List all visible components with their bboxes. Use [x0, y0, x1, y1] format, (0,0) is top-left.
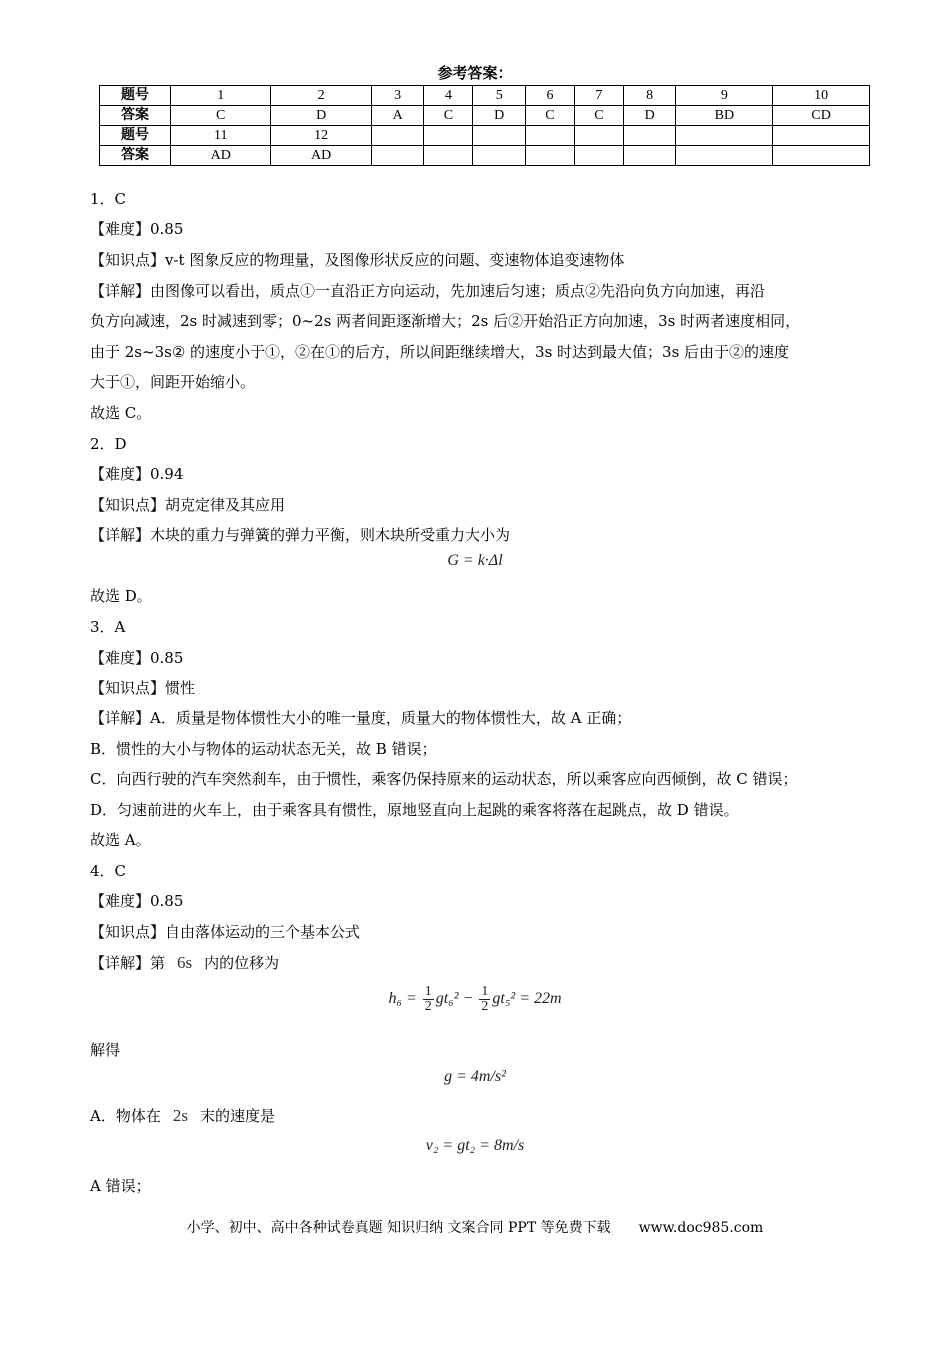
q1-conclusion: 故选 C。	[90, 404, 152, 422]
fraction-numerator: 1	[481, 984, 489, 999]
q3-knowledge: 【知识点】惯性	[90, 679, 196, 697]
q4-formula-displacement	[0, 985, 950, 1014]
table-row	[100, 86, 870, 106]
footer-text: 小学、初中、高中各种试卷真题 知识归纳 文案合同 PPT 等免费下载	[186, 1220, 611, 1236]
table-cell: C	[171, 106, 271, 126]
q1-detail: 【详解】由图像可以看出，质点①一直沿正方向运动，先加速后匀速；质点②先沿向负方向加速，再沿	[90, 282, 766, 300]
table-cell: 2	[271, 86, 371, 106]
q1-detail: 大于①，间距开始缩小。	[90, 373, 256, 391]
q1-detail: 负方向减速，2s 时减速到零；0~2s 两者间距逐渐增大；2s 后②开始沿正方向加速，3s 时两者速度相同，	[90, 312, 801, 330]
q4-heading: 4．C	[90, 862, 127, 880]
table-cell: 5	[473, 86, 526, 106]
q3-detail: D．匀速前进的火车上，由于乘客具有惯性，原地竖直向上起跳的乘客将落在起跳点，故 D 错误。	[90, 801, 739, 819]
table-cell: AD	[171, 146, 271, 166]
table-cell	[371, 126, 424, 146]
q4-knowledge: 【知识点】自由落体运动的三个基本公式	[90, 923, 361, 941]
page-footer	[0, 1217, 950, 1237]
table-cell: 7	[574, 86, 623, 106]
table-cell	[473, 126, 526, 146]
q3-detail: 【详解】A．质量是物体惯性大小的唯一量度，质量大的物体惯性大，故 A 正确；	[90, 709, 632, 727]
q4-detail-suffix: 内的位移为	[204, 954, 280, 972]
table-cell: 12	[271, 126, 371, 146]
table-cell	[773, 126, 870, 146]
table-cell: A	[371, 106, 424, 126]
q1-knowledge: 【知识点】v-t 图象反应的物理量，及图像形状反应的问题、变速物体追变速物体	[90, 251, 625, 269]
fraction	[479, 985, 490, 1014]
table-cell: 9	[676, 86, 773, 106]
q4-partA	[90, 1106, 275, 1126]
row-label: 答案	[100, 106, 171, 126]
table-cell: D	[271, 106, 371, 126]
fraction-numerator: 1	[424, 984, 432, 999]
q1-difficulty: 【难度】0.85	[90, 220, 184, 238]
table-cell: 3	[371, 86, 424, 106]
row-label: 题号	[100, 86, 171, 106]
table-cell: 4	[424, 86, 473, 106]
table-cell: C	[574, 106, 623, 126]
q4-detail-math: 6s	[177, 953, 193, 972]
table-cell: AD	[271, 146, 371, 166]
table-cell: C	[424, 106, 473, 126]
q3-heading: 3．A	[90, 618, 126, 636]
table-cell: CD	[773, 106, 870, 126]
q2-detail: 【详解】木块的重力与弹簧的弹力平衡，则木块所受重力大小为	[90, 526, 511, 544]
q2-conclusion: 故选 D。	[90, 587, 152, 605]
table-cell: C	[526, 106, 575, 126]
q2-difficulty: 【难度】0.94	[90, 465, 184, 483]
q3-difficulty: 【难度】0.85	[90, 649, 184, 667]
q1-detail: 由于 2s~3s② 的速度小于①，②在①的后方，所以间距继续增大，3s 时达到最大值；3s 后由于②的速度	[90, 343, 790, 361]
partA-prefix: A．物体在	[90, 1107, 161, 1125]
q4-detail-prefix: 【详解】第	[90, 954, 166, 972]
table-cell: 11	[171, 126, 271, 146]
table-cell: BD	[676, 106, 773, 126]
table-cell	[773, 146, 870, 166]
q4-partA-end: A 错误；	[90, 1177, 151, 1195]
q2-knowledge: 【知识点】胡克定律及其应用	[90, 496, 286, 514]
table-cell	[526, 146, 575, 166]
q1-heading: 1．C	[90, 190, 127, 208]
table-cell	[574, 146, 623, 166]
fraction	[423, 985, 434, 1014]
row-label: 答案	[100, 146, 171, 166]
table-cell	[623, 126, 676, 146]
q2-formula: G = k·Δl	[447, 552, 503, 569]
table-row	[100, 126, 870, 146]
q3-detail: C．向西行驶的汽车突然刹车，由于惯性，乘客仍保持原来的运动状态，所以乘客应向西倾倒，故 C 错误；	[90, 770, 798, 788]
q4-detail	[90, 953, 279, 973]
table-row	[100, 146, 870, 166]
partA-math: 2s	[172, 1106, 188, 1125]
q4-formula-v2: v₂ = gt₂ = 8m/s	[425, 1137, 525, 1154]
q2-heading: 2．D	[90, 435, 127, 453]
fraction-denominator: 2	[481, 999, 489, 1014]
answer-table	[99, 85, 870, 166]
table-cell: 1	[171, 86, 271, 106]
row-label: 题号	[100, 126, 171, 146]
partA-suffix: 末的速度是	[199, 1107, 275, 1125]
fraction-denominator: 2	[424, 999, 432, 1014]
table-cell	[676, 126, 773, 146]
table-cell	[574, 126, 623, 146]
table-cell	[526, 126, 575, 146]
table-cell	[424, 126, 473, 146]
footer-url-link[interactable]: www.doc985.com	[638, 1220, 764, 1236]
table-cell: 8	[623, 86, 676, 106]
formula-term: gt₅² = 22m	[492, 990, 562, 1008]
table-cell	[424, 146, 473, 166]
table-cell: 10	[773, 86, 870, 106]
q4-solve: 解得	[90, 1041, 121, 1059]
table-cell	[473, 146, 526, 166]
q4-formula-g: g = 4m/s²	[444, 1068, 506, 1085]
formula-term: gt₆² −	[435, 990, 478, 1008]
table-cell	[623, 146, 676, 166]
table-cell	[371, 146, 424, 166]
table-cell: 6	[526, 86, 575, 106]
page-title: 参考答案：	[437, 64, 513, 82]
table-cell: D	[623, 106, 676, 126]
table-row	[100, 106, 870, 126]
formula-lhs: h₆ =	[388, 990, 421, 1008]
table-cell: D	[473, 106, 526, 126]
table-cell	[676, 146, 773, 166]
q3-detail: B．惯性的大小与物体的运动状态无关，故 B 错误；	[90, 740, 437, 758]
q4-difficulty: 【难度】0.85	[90, 892, 184, 910]
q3-conclusion: 故选 A。	[90, 831, 151, 849]
